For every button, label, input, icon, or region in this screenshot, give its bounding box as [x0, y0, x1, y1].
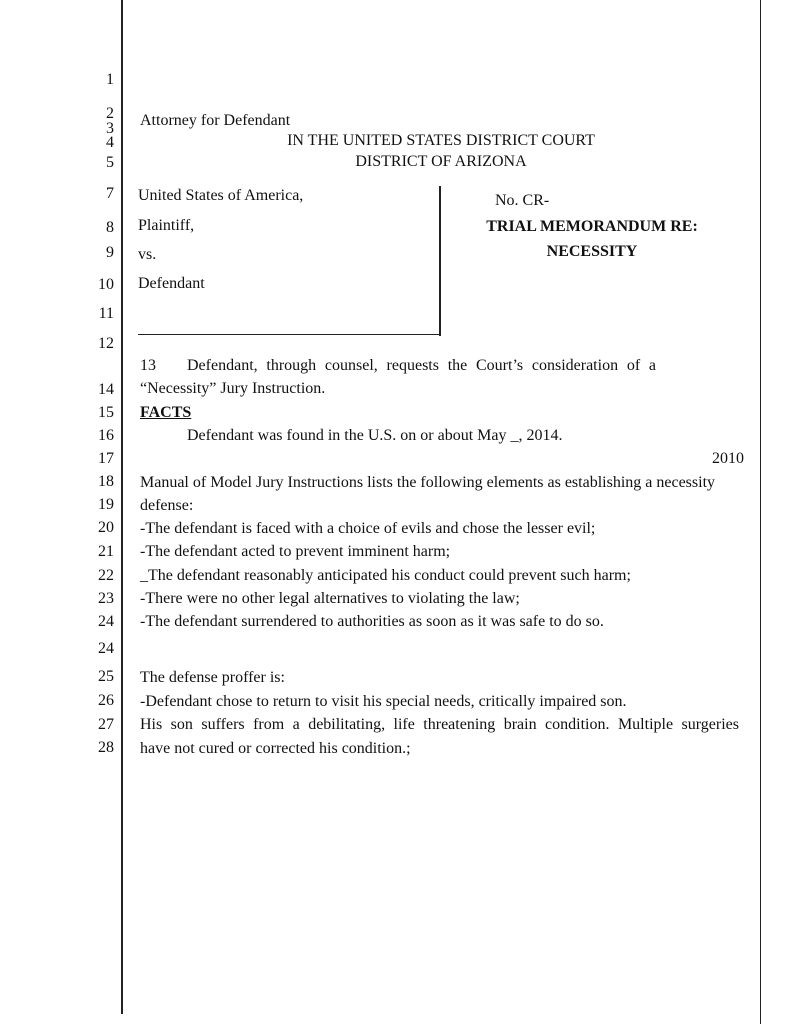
line-number: 9: [106, 244, 114, 261]
versus: vs.: [138, 246, 157, 263]
line-number: 18: [98, 473, 114, 490]
year: 2010: [712, 450, 744, 467]
plaintiff-role: Plaintiff,: [138, 217, 195, 234]
proffer-heading: The defense proffer is:: [140, 669, 285, 686]
proffer-line-1: -Defendant chose to return to visit his special needs, critically impaired son.: [140, 693, 627, 710]
intro-line-1: Defendant, through counsel, requests the Court’s consideration of a: [187, 357, 656, 374]
line-number: 21: [98, 543, 114, 560]
defendant-name: Defendant: [138, 275, 205, 292]
document-title-line1: TRIAL MEMORANDUM RE:: [486, 218, 698, 235]
list-item: -The defendant acted to prevent imminent harm;: [140, 543, 451, 560]
case-number: No. CR-: [495, 192, 550, 209]
line-number: 14: [98, 381, 114, 398]
line-number: 7: [106, 185, 114, 202]
line-number: 25: [98, 668, 114, 685]
line-number: 16: [98, 427, 114, 444]
line-number: 4: [106, 134, 114, 151]
list-item: -There were no other legal alternatives to violating the law;: [140, 590, 520, 607]
manual-line-1: Manual of Model Jury Instructions lists the following elements as establishing a necessity: [140, 474, 716, 491]
line-number: 3: [106, 120, 114, 137]
line-number: 12: [98, 335, 114, 352]
right-margin-rule: [760, 0, 761, 1024]
line-number: 11: [98, 305, 114, 322]
line-number: 15: [98, 404, 114, 421]
proffer-line-3: have not cured or corrected his condition.;: [140, 740, 411, 757]
line-number: 20: [98, 519, 114, 536]
line-number: 10: [98, 276, 114, 293]
list-item: -The defendant surrendered to authorities as soon as it was safe to do so.: [140, 613, 604, 630]
caption-horizontal-divider: [138, 334, 440, 335]
line-number: 26: [98, 692, 114, 709]
line-number: 24: [98, 613, 114, 630]
list-item: _The defendant reasonably anticipated his conduct could prevent such harm;: [140, 567, 631, 584]
line-number: 28: [98, 739, 114, 756]
line-number: 19: [98, 496, 114, 513]
court-name: IN THE UNITED STATES DISTRICT COURT: [287, 132, 595, 149]
line-number: 8: [106, 219, 114, 236]
caption-vertical-divider: [439, 186, 441, 336]
line-number: 2: [106, 105, 114, 122]
document-title-line2: NECESSITY: [546, 243, 638, 260]
attorney-line: Attorney for Defendant: [140, 112, 291, 129]
line-number: 24: [98, 640, 114, 657]
line-number: 22: [98, 567, 114, 584]
line-number: 1: [106, 71, 114, 88]
intro-paragraph-number: 13: [140, 357, 156, 374]
district-name: DISTRICT OF ARIZONA: [355, 153, 527, 170]
line-number: 23: [98, 590, 114, 607]
line-number: 5: [106, 154, 114, 171]
line-number: 17: [98, 450, 114, 467]
line-number: 27: [98, 716, 114, 733]
manual-line-2: defense:: [140, 497, 194, 514]
facts-heading: FACTS: [140, 404, 192, 421]
proffer-line-2: His son suffers from a debilitating, life threatening brain condition. Multiple surgeries: [140, 716, 739, 733]
plaintiff-name: United States of America,: [138, 187, 304, 204]
left-margin-rule: [121, 0, 123, 1014]
intro-line-2: “Necessity” Jury Instruction.: [140, 380, 326, 397]
facts-line: Defendant was found in the U.S. on or about May _, 2014.: [187, 427, 563, 444]
list-item: -The defendant is faced with a choice of evils and chose the lesser evil;: [140, 520, 596, 537]
